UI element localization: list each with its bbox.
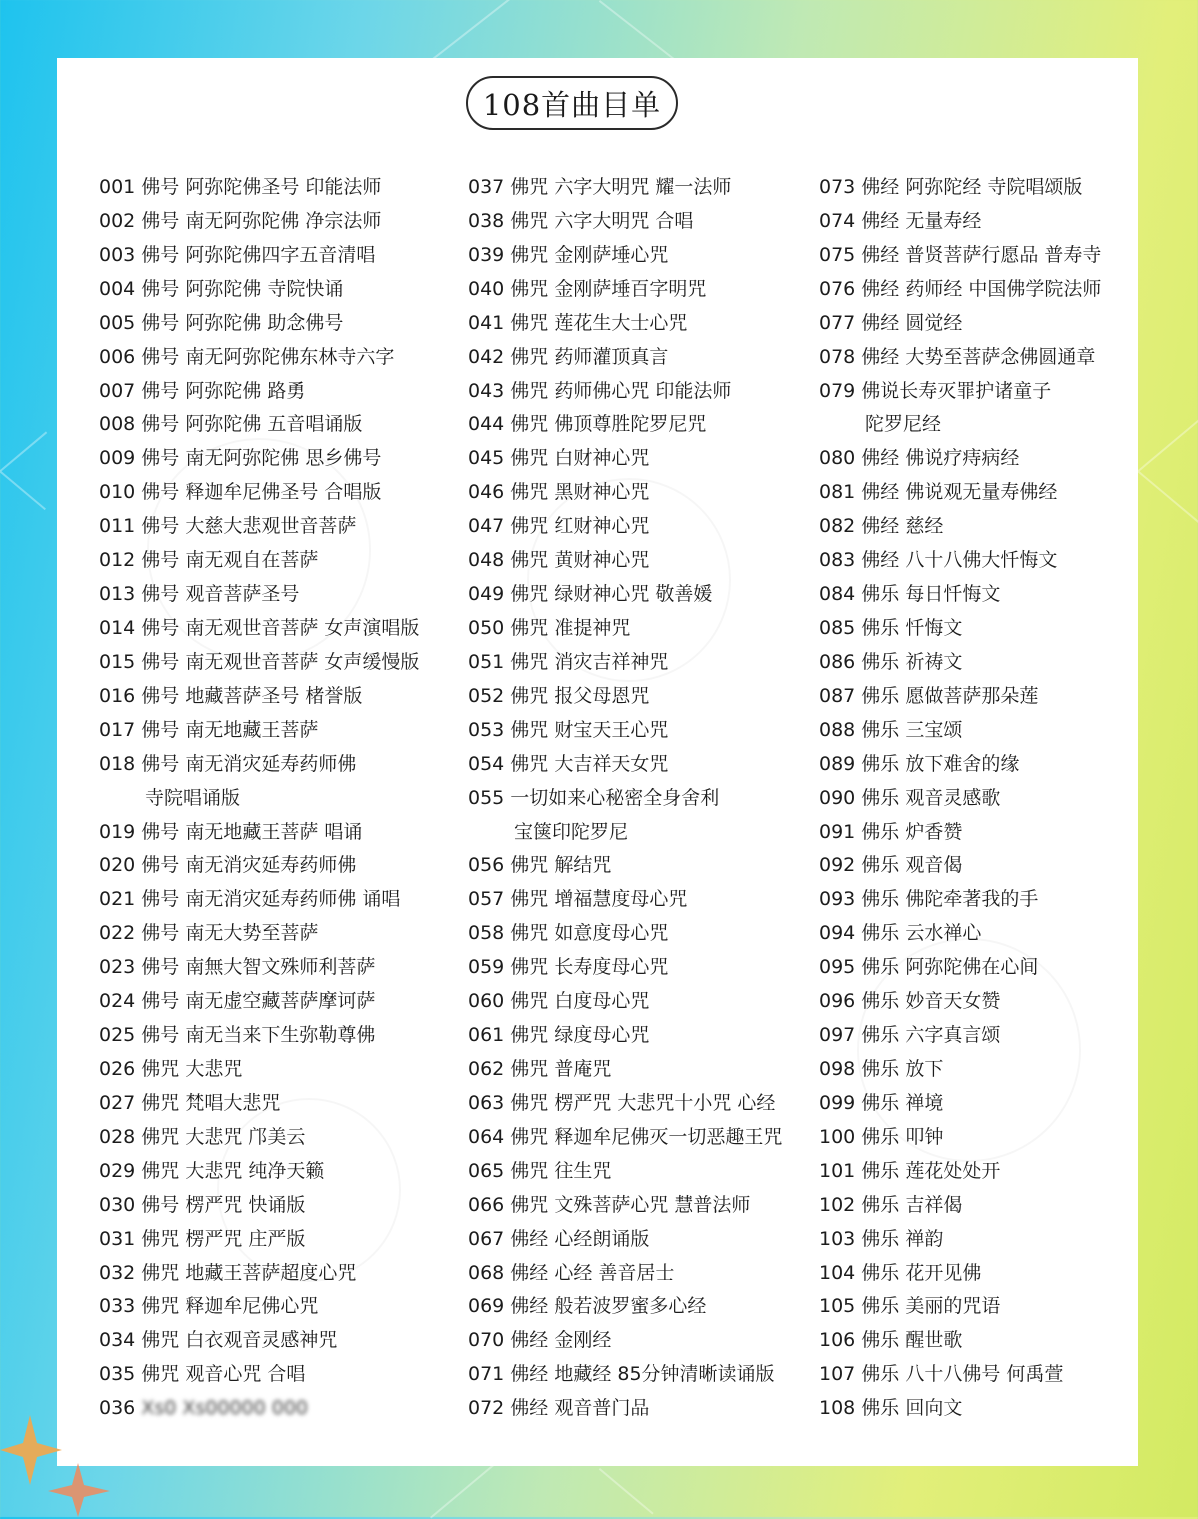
song-item: 054 佛咒 大吉祥天女咒 bbox=[468, 752, 669, 775]
song-item-continuation: 宝箧印陀罗尼 bbox=[514, 820, 629, 843]
song-item: 010 佛号 释迦牟尼佛圣号 合唱版 bbox=[99, 481, 382, 504]
song-column-2 bbox=[468, 171, 818, 1426]
page-title bbox=[466, 76, 678, 130]
song-item: 055 一切如来心秘密全身舍利 bbox=[468, 786, 720, 809]
song-item: 002 佛号 南无阿弥陀佛 净宗法师 bbox=[99, 209, 382, 232]
song-item: 092 佛乐 观音偈 bbox=[819, 854, 963, 877]
song-item: 081 佛经 佛说观无量寿佛经 bbox=[819, 481, 1058, 504]
song-item: 024 佛号 南无虚空藏菩萨摩诃萨 bbox=[99, 990, 376, 1013]
song-column-1 bbox=[99, 171, 459, 1426]
song-item: 047 佛咒 红财神心咒 bbox=[468, 515, 650, 538]
song-item: 031 佛咒 楞严咒 庄严版 bbox=[99, 1227, 306, 1250]
song-item: 085 佛乐 忏悔文 bbox=[819, 616, 963, 639]
song-item: 071 佛经 地藏经 85分钟清晰读诵版 bbox=[468, 1363, 775, 1386]
song-item: 033 佛咒 释迦牟尼佛心咒 bbox=[99, 1295, 319, 1318]
song-list-card bbox=[57, 58, 1138, 1466]
song-item: 065 佛咒 往生咒 bbox=[468, 1159, 612, 1182]
song-item-continuation: 寺院唱诵版 bbox=[145, 786, 241, 809]
song-item: 008 佛号 阿弥陀佛 五音唱诵版 bbox=[99, 413, 363, 436]
song-item: 029 佛咒 大悲咒 纯净天籁 bbox=[99, 1159, 325, 1182]
song-item: 038 佛咒 六字大明咒 合唱 bbox=[468, 209, 694, 232]
song-item: 075 佛经 普贤菩萨行愿品 普寿寺 bbox=[819, 243, 1102, 266]
song-item: 057 佛咒 增福慧度母心咒 bbox=[468, 888, 688, 911]
song-item: 074 佛经 无量寿经 bbox=[819, 209, 982, 232]
song-item: 068 佛经 心经 善音居士 bbox=[468, 1261, 675, 1284]
song-item: 013 佛号 观音菩萨圣号 bbox=[99, 583, 300, 606]
song-item: 094 佛乐 云水禅心 bbox=[819, 922, 982, 945]
song-item: 014 佛号 南无观世音菩萨 女声演唱版 bbox=[99, 616, 420, 639]
song-item: 073 佛经 阿弥陀经 寺院唱颂版 bbox=[819, 176, 1083, 198]
song-item: 044 佛咒 佛顶尊胜陀罗尼咒 bbox=[468, 413, 707, 436]
song-item: 076 佛经 药师经 中国佛学院法师 bbox=[819, 277, 1102, 300]
song-item: 049 佛咒 绿财神心咒 敬善媛 bbox=[468, 583, 713, 606]
song-item: 087 佛乐 愿做菩萨那朵莲 bbox=[819, 684, 1039, 707]
song-item: 056 佛咒 解结咒 bbox=[468, 854, 612, 877]
song-item: 012 佛号 南无观自在菩萨 bbox=[99, 549, 319, 572]
song-item: 061 佛咒 绿度母心咒 bbox=[468, 1024, 650, 1047]
song-item: 099 佛乐 禅境 bbox=[819, 1091, 944, 1114]
song-item: 083 佛经 八十八佛大忏悔文 bbox=[819, 549, 1058, 572]
song-item-continuation: 陀罗尼经 bbox=[865, 413, 942, 436]
song-item: 079 佛说长寿灭罪护诸童子 bbox=[819, 379, 1052, 402]
song-item: 053 佛咒 财宝天王心咒 bbox=[468, 718, 669, 741]
song-item: 019 佛号 南无地藏王菩萨 唱诵 bbox=[99, 820, 363, 843]
song-item: 089 佛乐 放下难舍的缘 bbox=[819, 752, 1020, 775]
song-item: 037 佛咒 六字大明咒 耀一法师 bbox=[468, 176, 732, 198]
song-item: 042 佛咒 药师灌顶真言 bbox=[468, 345, 669, 368]
song-item: 078 佛经 大势至菩萨念佛圆通章 bbox=[819, 345, 1096, 368]
song-item: 090 佛乐 观音灵感歌 bbox=[819, 786, 1001, 809]
song-item: 108 佛乐 回向文 bbox=[819, 1397, 963, 1420]
song-item: 027 佛咒 梵唱大悲咒 bbox=[99, 1091, 281, 1114]
song-item: 001 佛号 阿弥陀佛圣号 印能法师 bbox=[99, 176, 382, 198]
background-decoration bbox=[599, 1468, 654, 1515]
song-item: 022 佛号 南无大势至菩萨 bbox=[99, 922, 319, 945]
background-decoration bbox=[430, 0, 636, 62]
song-column-3 bbox=[819, 171, 1134, 1426]
song-item: 058 佛咒 如意度母心咒 bbox=[468, 922, 669, 945]
song-item: 026 佛咒 大悲咒 bbox=[99, 1057, 243, 1080]
background-decoration bbox=[1138, 419, 1198, 472]
song-item: 032 佛咒 地藏王菩萨超度心咒 bbox=[99, 1261, 357, 1284]
song-item: 045 佛咒 白财神心咒 bbox=[468, 447, 650, 470]
song-item: 100 佛乐 叩钟 bbox=[819, 1125, 944, 1148]
song-item: 093 佛乐 佛陀牵著我的手 bbox=[819, 888, 1039, 911]
song-item: 107 佛乐 八十八佛号 何禹萱 bbox=[819, 1363, 1064, 1386]
background-decoration bbox=[0, 431, 47, 471]
song-item: 015 佛号 南无观世音菩萨 女声缓慢版 bbox=[99, 650, 420, 673]
star-icon bbox=[0, 1415, 62, 1485]
song-item: 023 佛号 南無大智文殊师利菩萨 bbox=[99, 956, 376, 979]
song-item: 009 佛号 南无阿弥陀佛 思乡佛号 bbox=[99, 447, 382, 470]
song-item: 105 佛乐 美丽的咒语 bbox=[819, 1295, 1001, 1318]
song-item: 035 佛咒 观音心咒 合唱 bbox=[99, 1363, 306, 1386]
song-item: 106 佛乐 醒世歌 bbox=[819, 1329, 963, 1352]
song-item: 062 佛咒 普庵咒 bbox=[468, 1057, 612, 1080]
song-item: 052 佛咒 报父母恩咒 bbox=[468, 684, 650, 707]
song-item: 017 佛号 南无地藏王菩萨 bbox=[99, 718, 319, 741]
song-item: 030 佛号 楞严咒 快诵版 bbox=[99, 1193, 306, 1216]
page-title-text: 108首曲目单 bbox=[482, 87, 662, 122]
song-item: 040 佛咒 金刚萨埵百字明咒 bbox=[468, 277, 707, 300]
song-item: 102 佛乐 吉祥偈 bbox=[819, 1193, 963, 1216]
song-item: 077 佛经 圆觉经 bbox=[819, 311, 963, 334]
song-item: 104 佛乐 花开见佛 bbox=[819, 1261, 982, 1284]
song-item: 043 佛咒 药师佛心咒 印能法师 bbox=[468, 379, 732, 402]
sparkle-stars-decoration bbox=[0, 1415, 120, 1517]
song-item: 004 佛号 阿弥陀佛 寺院快诵 bbox=[99, 277, 344, 300]
song-item: 086 佛乐 祈祷文 bbox=[819, 650, 963, 673]
song-item: 051 佛咒 消灾吉祥神咒 bbox=[468, 650, 669, 673]
blurred-song-title: Xs0 Xs00000 000 bbox=[141, 1397, 309, 1420]
song-item: 048 佛咒 黄财神心咒 bbox=[468, 549, 650, 572]
song-item: 101 佛乐 莲花处处开 bbox=[819, 1159, 1001, 1182]
song-item: 095 佛乐 阿弥陀佛在心间 bbox=[819, 956, 1039, 979]
song-item: 028 佛咒 大悲咒 邝美云 bbox=[99, 1125, 306, 1148]
song-item: 021 佛号 南无消灾延寿药师佛 诵唱 bbox=[99, 888, 401, 911]
song-item: 018 佛号 南无消灾延寿药师佛 bbox=[99, 752, 357, 775]
song-item: 046 佛咒 黑财神心咒 bbox=[468, 481, 650, 504]
song-item: 064 佛咒 释迦牟尼佛灭一切恶趣王咒 bbox=[468, 1125, 783, 1148]
song-item: 060 佛咒 白度母心咒 bbox=[468, 990, 650, 1013]
song-item: 034 佛咒 白衣观音灵感神咒 bbox=[99, 1329, 338, 1352]
song-item: 006 佛号 南无阿弥陀佛东林寺六字 bbox=[99, 345, 395, 368]
song-item: 041 佛咒 莲花生大士心咒 bbox=[468, 311, 688, 334]
song-item-blurred bbox=[99, 1392, 459, 1426]
song-item: 080 佛经 佛说疗痔病经 bbox=[819, 447, 1020, 470]
song-item: 005 佛号 阿弥陀佛 助念佛号 bbox=[99, 311, 344, 334]
song-item: 088 佛乐 三宝颂 bbox=[819, 718, 963, 741]
song-item: 059 佛咒 长寿度母心咒 bbox=[468, 956, 669, 979]
song-item: 020 佛号 南无消灾延寿药师佛 bbox=[99, 854, 357, 877]
song-item: 066 佛咒 文殊菩萨心咒 慧普法师 bbox=[468, 1193, 751, 1216]
song-item: 082 佛经 慈经 bbox=[819, 515, 944, 538]
background-decoration bbox=[1137, 470, 1198, 523]
background-decoration bbox=[0, 470, 46, 510]
song-item: 097 佛乐 六字真言颂 bbox=[819, 1024, 1001, 1047]
song-number: 036 bbox=[99, 1397, 136, 1420]
song-item: 091 佛乐 炉香赞 bbox=[819, 820, 963, 843]
song-item: 003 佛号 阿弥陀佛四字五音清唱 bbox=[99, 243, 376, 266]
song-item: 063 佛咒 楞严咒 大悲咒十小咒 心经 bbox=[468, 1091, 776, 1114]
song-item: 025 佛号 南无当来下生弥勒尊佛 bbox=[99, 1024, 376, 1047]
song-item: 011 佛号 大慈大悲观世音菩萨 bbox=[99, 515, 357, 538]
song-item: 050 佛咒 准提神咒 bbox=[468, 616, 631, 639]
song-item: 007 佛号 阿弥陀佛 路勇 bbox=[99, 379, 306, 402]
song-item: 039 佛咒 金刚萨埵心咒 bbox=[468, 243, 669, 266]
song-item: 067 佛经 心经朗诵版 bbox=[468, 1227, 650, 1250]
song-item: 096 佛乐 妙音天女赞 bbox=[819, 990, 1001, 1013]
song-item: 072 佛经 观音普门品 bbox=[468, 1397, 650, 1420]
song-item: 070 佛经 金刚经 bbox=[468, 1329, 612, 1352]
song-item: 103 佛乐 禅韵 bbox=[819, 1227, 944, 1250]
song-item: 098 佛乐 放下 bbox=[819, 1057, 944, 1080]
song-item: 084 佛乐 每日忏悔文 bbox=[819, 583, 1001, 606]
star-icon bbox=[48, 1463, 110, 1517]
song-item: 016 佛号 地藏菩萨圣号 楮誉版 bbox=[99, 684, 363, 707]
song-item: 069 佛经 般若波罗蜜多心经 bbox=[468, 1295, 707, 1318]
